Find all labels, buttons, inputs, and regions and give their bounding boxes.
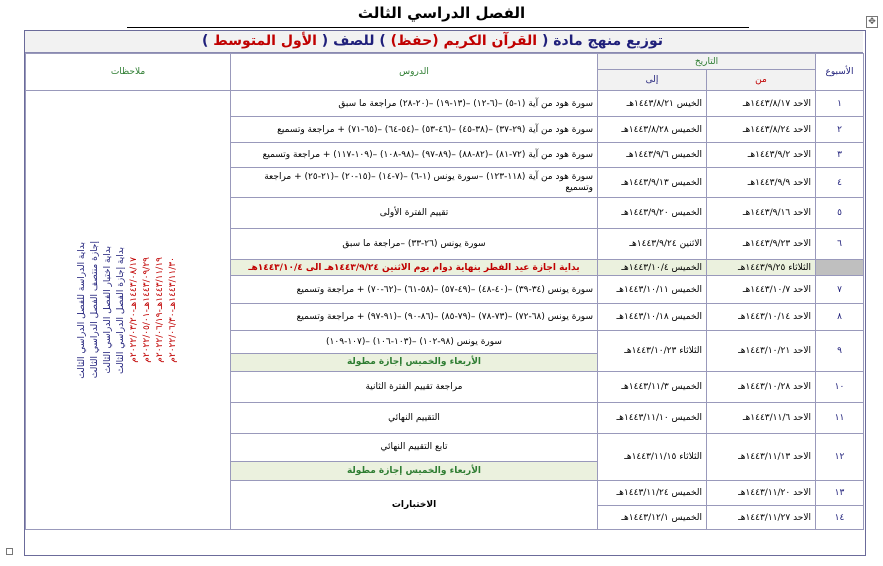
note-date: ١٤٤٣/٠٨/١٧هـ-٢٠٢٢/٠٣/٢٠م	[129, 257, 139, 363]
week-number: ٤	[816, 168, 864, 198]
date-from: الاحد ١٤٤٣/١١/٢٧هـ	[707, 506, 816, 530]
lesson-cell: التقييم النهائي	[231, 403, 598, 434]
week-number: ١٤	[816, 506, 864, 530]
lesson-cell	[231, 434, 598, 481]
subtitle-grade: الأول المتوسط	[213, 33, 317, 49]
week-number	[816, 260, 864, 276]
lesson-cell: سورة يونس (٣٤-٣٩) –(٤٠-٤٨) –(٤٩-٥٧) –(٥٨-٦١) –(٦٢-٧٠) + مراجعة وتسميع	[231, 276, 598, 304]
date-to: الخميس ١٤٤٣/١٢/١هـ	[598, 506, 707, 530]
header-lessons: الدروس	[231, 54, 598, 91]
week-number: ١	[816, 91, 864, 117]
header-to: إلى	[598, 70, 707, 91]
date-to: الاثنين ١٤٤٣/٩/٢٤هـ	[598, 229, 707, 260]
lesson-cell: سورة يونس (٢٦-٣٣) –مراجعة ما سبق	[231, 229, 598, 260]
date-from: الثلاثاء ١٤٤٣/٩/٢٥هـ	[707, 260, 816, 276]
week-number: ١٠	[816, 372, 864, 403]
date-to: الثلاثاء ١٤٤٣/١٠/٢٣هـ	[598, 331, 707, 372]
subtitle	[202, 33, 663, 49]
note-date: ١٤٤٣/٠٩/٢٩هـ-٢٠٢٢/٠٥/٠١م	[142, 257, 152, 363]
lesson-line: سورة هود من آية (١١٨-١٢٣) –سورة يونس (١-٦) –(٧-١٤) –(١٥-٢٠) –(٢١-٢٥) + مراجعة	[264, 171, 593, 182]
title-underline	[127, 27, 749, 28]
lesson-cell: سورة يونس (٦٨-٧٢) –(٧٣-٧٨) –(٧٩-٨٥) –(٨٦-٩٠) –(٩١-٩٧) + مراجعة وتسميع	[231, 304, 598, 331]
table-row	[26, 91, 864, 117]
lesson-line: تابع التقييم النهائي	[380, 442, 448, 452]
note-line: بداية إجازة الفصل الدراسي الثالث	[116, 246, 126, 374]
week-number: ٨	[816, 304, 864, 331]
date-from: الاحد ١٤٤٣/١٠/٢١هـ	[707, 331, 816, 372]
date-from: الاحد ١٤٤٣/٩/٢٣هـ	[707, 229, 816, 260]
date-from: الاحد ١٤٤٣/٩/١٦هـ	[707, 198, 816, 229]
week-number: ٣	[816, 143, 864, 168]
date-to: الثلاثاء ١٤٤٣/١١/١٥هـ	[598, 434, 707, 481]
date-from: الاحد ١٤٤٣/١٠/٧هـ	[707, 276, 816, 304]
subtitle-prefix: توزيع منهج مادة (	[541, 33, 663, 49]
exams-cell: الاختبارات	[231, 481, 598, 530]
week-number: ٧	[816, 276, 864, 304]
date-from: الاحد ١٤٤٣/٩/٢هـ	[707, 143, 816, 168]
schedule-table	[25, 53, 864, 530]
lesson-cell	[231, 168, 598, 198]
date-to: الخميس ١٤٤٣/١١/٢٤هـ	[598, 481, 707, 506]
holiday-note: الأربعاء والخميس إجازة مطولة	[231, 461, 597, 480]
header-from: من	[707, 70, 816, 91]
date-from: الاحد ١٤٤٣/٩/٩هـ	[707, 168, 816, 198]
note-line: بداية الدراسة للفصل الدراسي الثالث	[77, 241, 87, 379]
lesson-cell: تقييم الفترة الأولى	[231, 198, 598, 229]
week-number: ١٢	[816, 434, 864, 481]
lesson-cell: سورة هود من آية (٧٢-٨١) –(٨٢-٨٨) –(٨٩-٩٧) –(٩٨-١٠٨) –(١٠٩-١١٧) + مراجعة وتسميع	[231, 143, 598, 168]
page-title: الفصل الدراسي الثالث	[357, 4, 526, 22]
header-notes: ملاحظات	[26, 54, 231, 91]
lesson-cell	[231, 331, 598, 372]
date-to: الخميس ١٤٤٣/٨/٢٨هـ	[598, 117, 707, 143]
header-week: الأسبوع	[816, 54, 864, 91]
date-to: الخميس ١٤٤٣/٩/٦هـ	[598, 143, 707, 168]
date-to: الخميس ١٤٤٣/٩/١٣هـ	[598, 168, 707, 198]
resize-handle-icon[interactable]	[6, 548, 13, 555]
date-to: الخميس ١٤٤٣/٩/٢٠هـ	[598, 198, 707, 229]
header-date: التاريخ	[598, 54, 816, 70]
date-from: الاحد ١٤٤٣/١١/٢٠هـ	[707, 481, 816, 506]
date-from: الاحد ١٤٤٣/٨/١٧هـ	[707, 91, 816, 117]
notes-cell	[26, 91, 231, 530]
subtitle-middle: ) للصف (	[321, 33, 386, 49]
date-to: الخيس ١٤٤٣/٨/٢١هـ	[598, 91, 707, 117]
notes-columns	[30, 241, 226, 378]
note-date: ١٤٤٣/١١/١٩هـ-٢٠٢٢/٠٦/١٩م	[155, 257, 165, 363]
lesson-line: سورة يونس (٩٨-١٠٢) –(١٠٣-١٠٦) –(١٠٧-١٠٩)	[326, 337, 502, 347]
note-line: بداية اختبار الفصل الدراسي الثالث	[103, 246, 113, 374]
date-from: الاحد ١٤٤٣/١١/٦هـ	[707, 403, 816, 434]
note-line: إجازة منتصف الفصل الدراسي الثالث	[90, 241, 100, 379]
table-move-handle-icon[interactable]: ✥	[866, 16, 878, 28]
date-to: الخميس ١٤٤٣/١٠/١١هـ	[598, 276, 707, 304]
note-date: ١٤٤٣/١١/٣٠هـ-٢٠٢٢/٠٦/٣٠م	[168, 257, 178, 363]
lesson-cell: سورة هود من آية (٢٩-٣٧) –(٣٨-٤٥) –(٤٦-٥٣) –(٥٤-٦٤) –(٦٥-٧١) + مراجعة وتسميع	[231, 117, 598, 143]
lesson-cell: مراجعة تقييم الفترة الثانية	[231, 372, 598, 403]
date-to: الخميس ١٤٤٣/١١/٣هـ	[598, 372, 707, 403]
holiday-note: بداية اجازة عيد الفطر بنهاية دوام يوم الاثنين ١٤٤٣/٩/٢٤هـ الى ١٤٤٣/١٠/٤هـ	[231, 260, 598, 276]
lesson-line: وتسميع	[565, 182, 593, 193]
date-from: الاحد ١٤٤٣/١١/١٣هـ	[707, 434, 816, 481]
subtitle-row	[25, 31, 863, 53]
week-number: ٩	[816, 331, 864, 372]
week-number: ٢	[816, 117, 864, 143]
holiday-note: الأربعاء والخميس إجازة مطولة	[231, 353, 597, 371]
week-number: ٥	[816, 198, 864, 229]
lesson-cell: سورة هود من آية (١-٥) –(٦-١٢) –(١٣-١٩) –(٢٠-٢٨) مراجعة ما سبق	[231, 91, 598, 117]
week-number: ١١	[816, 403, 864, 434]
week-number: ١٣	[816, 481, 864, 506]
date-to: الخميس ١٤٤٣/١٠/١٨هـ	[598, 304, 707, 331]
subtitle-subject: القرآن الكريم (حفظ)	[390, 33, 538, 49]
date-to: الخميس ١٤٤٣/١٠/٤هـ	[598, 260, 707, 276]
date-from: الاحد ١٤٤٣/١٠/٢٨هـ	[707, 372, 816, 403]
week-number: ٦	[816, 229, 864, 260]
date-from: الاحد ١٤٤٣/١٠/١٤هـ	[707, 304, 816, 331]
date-from: الاحد ١٤٤٣/٨/٢٤هـ	[707, 117, 816, 143]
subtitle-suffix: )	[202, 33, 209, 49]
date-to: الخميس ١٤٤٣/١١/١٠هـ	[598, 403, 707, 434]
header-row-1	[26, 54, 864, 70]
